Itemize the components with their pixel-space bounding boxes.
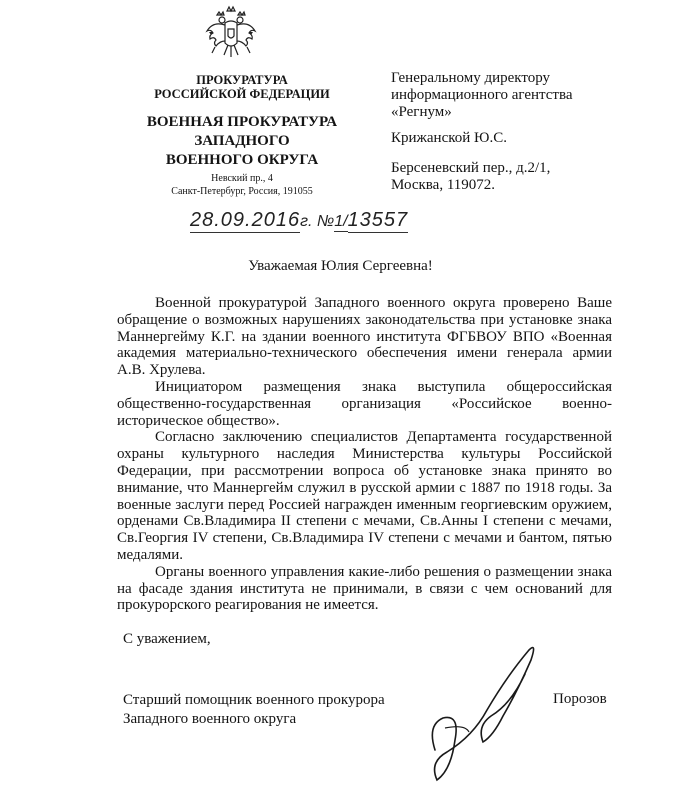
registration-line <box>190 209 408 233</box>
dept-header <box>122 113 362 170</box>
org-line-1: ПРОКУРАТУРА <box>196 73 288 87</box>
recipient-address-1: Берсеневский пер., д.2/1, <box>391 160 551 176</box>
greeting: Уважаемая Юлия Сергеевна! <box>248 258 433 274</box>
recipient-name: Крижанской Ю.С. <box>391 130 507 146</box>
reg-number-prefix: 1/ <box>334 213 348 230</box>
signatory-position <box>123 691 385 729</box>
signature-icon <box>425 630 545 790</box>
recipient-address-2: Москва, 119072. <box>391 177 496 193</box>
recipient-line-1: Генеральному директору <box>391 70 551 86</box>
paragraph-1: Военной прокуратурой Западного военного округа проверено Ваше обращение о возможных нарушениях законодательства при установке знака Маннергейму К.Г. на здании военного института ФГБВОУ ВПО «Военная академия материально-технического обеспечения имени генерала армии А.В. Хрулева. <box>117 295 612 379</box>
coat-of-arms-icon <box>201 5 261 65</box>
recipient-line-3: «Регнум» <box>391 104 452 120</box>
dept-line-1: ВОЕННАЯ ПРОКУРАТУРА <box>146 114 338 130</box>
reg-date-suffix: г. № <box>300 213 335 230</box>
position-line-1: Старший помощник военного прокурора <box>123 692 385 708</box>
position-line-2: Западного военного округа <box>123 711 297 727</box>
org-line-2: РОССИЙСКОЙ ФЕДЕРАЦИИ <box>154 87 330 101</box>
org-header <box>122 73 362 101</box>
recipient-address <box>391 160 671 194</box>
paragraph-4: Органы военного управления какие-либо решения о размещении знака на фасаде здания института не принимали, в связи с чем оснований для прокурорского реагирования не имеется. <box>117 563 612 614</box>
recipient-title <box>391 70 671 121</box>
dept-line-3: ВОЕННОГО ОКРУГА <box>165 152 319 168</box>
closing: С уважением, <box>123 631 211 647</box>
dept-line-2: ЗАПАДНОГО <box>194 133 290 149</box>
paragraph-3: Согласно заключению специалистов Департамента государственной охраны культурного наследия Министерства культуры Российской Федерации, при рассмотрении вопроса об установке знака принято во внимание, что Маннергейм служил в русской армии с 1887 по 1918 годы. За военные заслуги перед Россией награжден именным георгиевским оружием, орденами Св.Владимира II степени с мечами, Св.Анны I степени с мечами, Св.Георгия IV степени, Св.Владимира IV степени с мечами и бантом, пятью медалями. <box>117 429 612 563</box>
recipient-line-2: информационного агентства <box>391 87 573 103</box>
letter-body <box>117 295 612 614</box>
signatory-name: Порозов <box>553 691 607 707</box>
sender-address <box>122 172 362 198</box>
reg-number: 13557 <box>347 209 409 231</box>
paragraph-2: Инициатором размещения знака выступила общероссийская общественно-государственная организация «Российское военно-историческое общество». <box>117 378 612 429</box>
address-line-1: Невский пр., 4 <box>211 173 273 184</box>
reg-date: 28.09.2016 <box>190 209 301 231</box>
address-line-2: Санкт-Петербург, Россия, 191055 <box>171 186 313 197</box>
